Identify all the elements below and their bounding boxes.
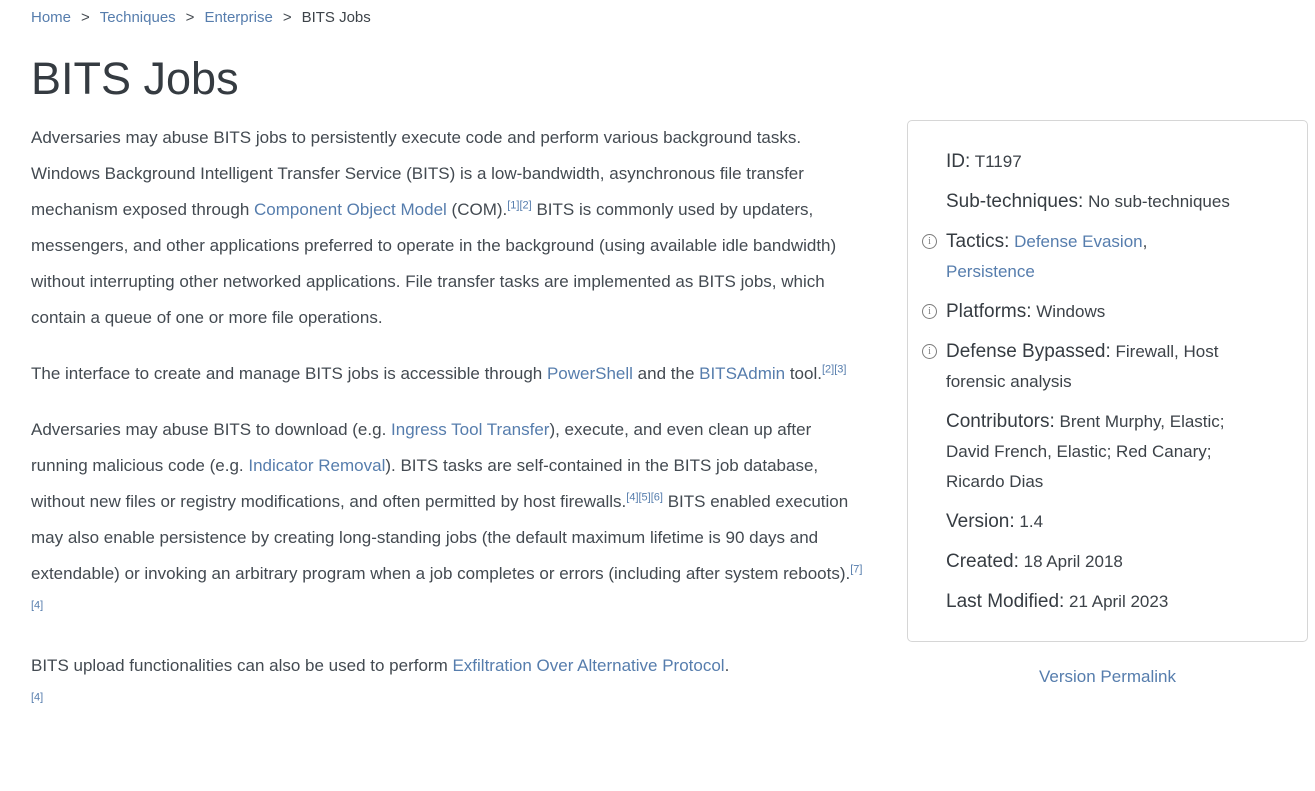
card-row-label: Contributors: [946, 411, 1055, 432]
inline-link[interactable]: Defense Evasion [1014, 232, 1143, 251]
card-row-label: Tactics: [946, 231, 1010, 252]
card-row-created [946, 547, 1289, 577]
text-run: T1197 [974, 152, 1022, 171]
citation-link[interactable]: [4] [31, 599, 44, 612]
citation-link[interactable]: [5] [638, 491, 651, 504]
text-run: BITS is commonly used by updaters, messengers, and other applications preferred to operate in the background (using available idle bandwidth) without interrupting other networked applications. File transfer tasks are implemented as BITS jobs, which contain a queue of one or more file operations. [31, 200, 837, 327]
text-run: . [724, 656, 730, 675]
text-run: Brent Murphy, Elastic; [1059, 412, 1225, 431]
card-row-contributors [946, 407, 1289, 497]
citation-link[interactable]: [2] [821, 363, 835, 376]
inline-link[interactable]: Exfiltration Over Alternative Protocol [452, 656, 725, 675]
inline-link[interactable]: BITSAdmin [699, 364, 786, 383]
citation-ref[interactable] [626, 491, 638, 503]
text-run: and the [632, 364, 700, 383]
card-row-defense-bypassed [928, 337, 1289, 397]
text-run: Adversaries may abuse BITS jobs to persistently execute code and perform various background tasks. Windows Background Intelligent Transfer Service (BITS) is a low-bandwidth, asynchronous file transfer mechanism exposed through [31, 128, 804, 219]
version-permalink-link[interactable]: Version Permalink [1038, 667, 1176, 686]
breadcrumb-link-enterprise[interactable]: Enterprise [204, 9, 273, 26]
card-row-label: Last Modified: [946, 591, 1065, 612]
body-paragraph [31, 356, 869, 392]
text-run: ). BITS tasks are self-contained in the BITS job database, without new files or registry modifications, and often permitted by host firewalls. [31, 456, 819, 511]
info-icon[interactable]: i [922, 304, 937, 319]
text-run: , [1142, 232, 1148, 251]
card-row-version [946, 507, 1289, 537]
card-row-label: Defense Bypassed: [946, 341, 1111, 362]
card-row-last-modified [946, 587, 1289, 617]
text-run: ), execute, and even clean up after running malicious code (e.g. [31, 420, 812, 475]
card-row-label: Platforms: [946, 301, 1032, 322]
technique-info-panel [907, 120, 1308, 688]
citation-ref[interactable] [822, 363, 834, 375]
card-row-id [946, 147, 1289, 177]
text-run: Firewall, Host [1115, 342, 1219, 361]
breadcrumb-separator: > [185, 9, 195, 26]
text-run: Ricardo Dias [946, 472, 1044, 491]
breadcrumb-current: BITS Jobs [301, 9, 371, 26]
version-permalink-wrap [907, 666, 1308, 688]
citation-link[interactable]: [3] [834, 363, 847, 376]
text-run: (COM). [446, 200, 508, 219]
citation-link[interactable]: [1] [507, 199, 520, 212]
breadcrumb-separator: > [282, 9, 292, 26]
breadcrumb-separator: > [81, 9, 90, 26]
card-row-platforms [928, 297, 1289, 327]
breadcrumb-link-home[interactable]: Home [31, 9, 72, 26]
content-columns [31, 120, 1315, 740]
inline-link[interactable]: Component Object Model [254, 200, 447, 219]
card-row-label: ID: [946, 151, 971, 172]
card-row-label: Created: [946, 551, 1019, 572]
text-run: Windows [1036, 302, 1106, 321]
inline-link[interactable]: Indicator Removal [248, 456, 386, 475]
text-run: 18 April 2018 [1023, 552, 1123, 571]
citation-ref[interactable] [31, 691, 43, 703]
body-paragraph [31, 648, 869, 720]
info-icon[interactable]: i [922, 234, 937, 249]
card-row-tactics [928, 227, 1289, 287]
inline-link[interactable]: Ingress Tool Transfer [391, 420, 550, 439]
text-run: The interface to create and manage BITS jobs is accessible through [31, 364, 547, 383]
text-run: 21 April 2023 [1069, 592, 1169, 611]
card-row-label: Version: [946, 511, 1015, 532]
citation-ref[interactable] [850, 563, 862, 575]
info-icon[interactable]: i [922, 344, 937, 359]
page-title: BITS Jobs [31, 53, 239, 104]
inline-link[interactable]: Persistence [946, 262, 1035, 281]
text-run: 1.4 [1019, 512, 1044, 531]
citation-ref[interactable] [31, 599, 43, 611]
citation-ref[interactable] [651, 491, 663, 503]
citation-ref[interactable] [507, 199, 519, 211]
citation-ref[interactable] [519, 199, 531, 211]
text-run: BITS upload functionalities can also be used to perform [31, 656, 453, 675]
citation-ref[interactable] [834, 363, 846, 375]
body-paragraph [31, 412, 869, 628]
citation-link[interactable]: [6] [650, 491, 663, 504]
text-run: BITS enabled execution may also enable persistence by creating long-standing jobs (the default maximum lifetime is 90 days and extendable) or invoking an arbitrary program when a job completes or errors (including after system reboots). [31, 492, 851, 583]
text-run: David French, Elastic; Red Canary; [946, 442, 1212, 461]
technique-info-card [907, 120, 1308, 642]
breadcrumb-link-techniques[interactable]: Techniques [99, 9, 176, 26]
card-row-label: Sub-techniques: [946, 191, 1084, 212]
citation-ref[interactable] [639, 491, 651, 503]
text-run: tool. [785, 364, 822, 383]
card-row-sub-techniques [946, 187, 1289, 217]
inline-link[interactable]: PowerShell [546, 364, 633, 383]
text-run: forensic analysis [946, 372, 1072, 391]
citation-link[interactable]: [7] [850, 563, 863, 576]
technique-description [31, 120, 869, 740]
body-paragraph [31, 120, 869, 336]
citation-link[interactable]: [4] [31, 691, 44, 704]
breadcrumb [31, 8, 1315, 28]
citation-link[interactable]: [4] [626, 491, 639, 504]
citation-link[interactable]: [2] [519, 199, 532, 212]
text-run: No sub-techniques [1088, 192, 1230, 211]
text-run: Adversaries may abuse BITS to download (e.g. [31, 420, 392, 439]
